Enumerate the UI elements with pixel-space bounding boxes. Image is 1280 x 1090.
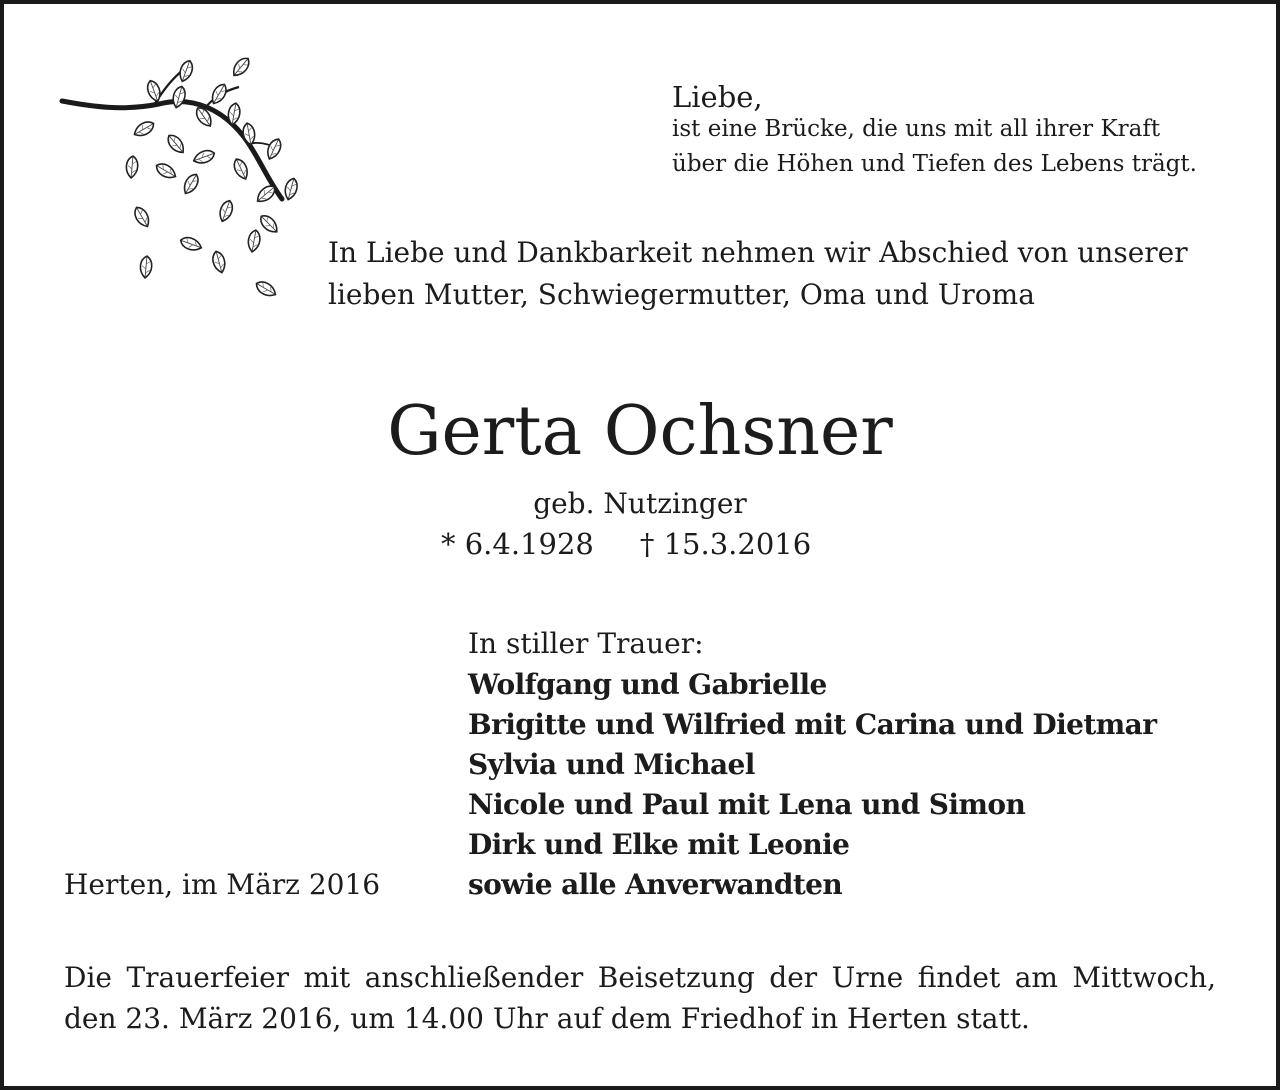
- mourner-name: Sylvia und Michael: [468, 748, 755, 781]
- intro-line: lieben Mutter, Schwiegermutter, Oma und Uroma: [328, 278, 1035, 311]
- branch-with-leaves-icon: [54, 49, 314, 314]
- funeral-info-line: Die Trauerfeier mit anschließender Beisetzung der Urne findet am Mittwoch,: [64, 961, 1216, 994]
- quote-title: Liebe,: [672, 80, 763, 114]
- quote-line: ist eine Brücke, die uns mit all ihrer Kraft: [672, 116, 1161, 142]
- mourner-name: Brigitte und Wilfried mit Carina und Dietmar: [468, 708, 1157, 741]
- deceased-name: Gerta Ochsner: [387, 392, 893, 471]
- birth-date: * 6.4.1928: [441, 527, 594, 561]
- life-dates: [441, 527, 811, 561]
- mourner-name: Wolfgang und Gabrielle: [468, 668, 827, 701]
- maiden-name: geb. Nutzinger: [533, 487, 747, 520]
- mourners-heading: In stiller Trauer:: [468, 627, 704, 660]
- place-date: Herten, im März 2016: [64, 868, 381, 901]
- quote-line: über die Höhen und Tiefen des Lebens trägt.: [672, 151, 1197, 177]
- mourner-name: Nicole und Paul mit Lena und Simon: [468, 788, 1026, 821]
- mourner-name: Dirk und Elke mit Leonie: [468, 828, 850, 861]
- mourner-name: sowie alle Anverwandten: [468, 868, 843, 901]
- death-date: † 15.3.2016: [639, 527, 812, 561]
- intro-line: In Liebe und Dankbarkeit nehmen wir Abschied von unserer: [328, 236, 1188, 269]
- funeral-info-line: den 23. März 2016, um 14.00 Uhr auf dem Friedhof in Herten statt.: [64, 1002, 1030, 1035]
